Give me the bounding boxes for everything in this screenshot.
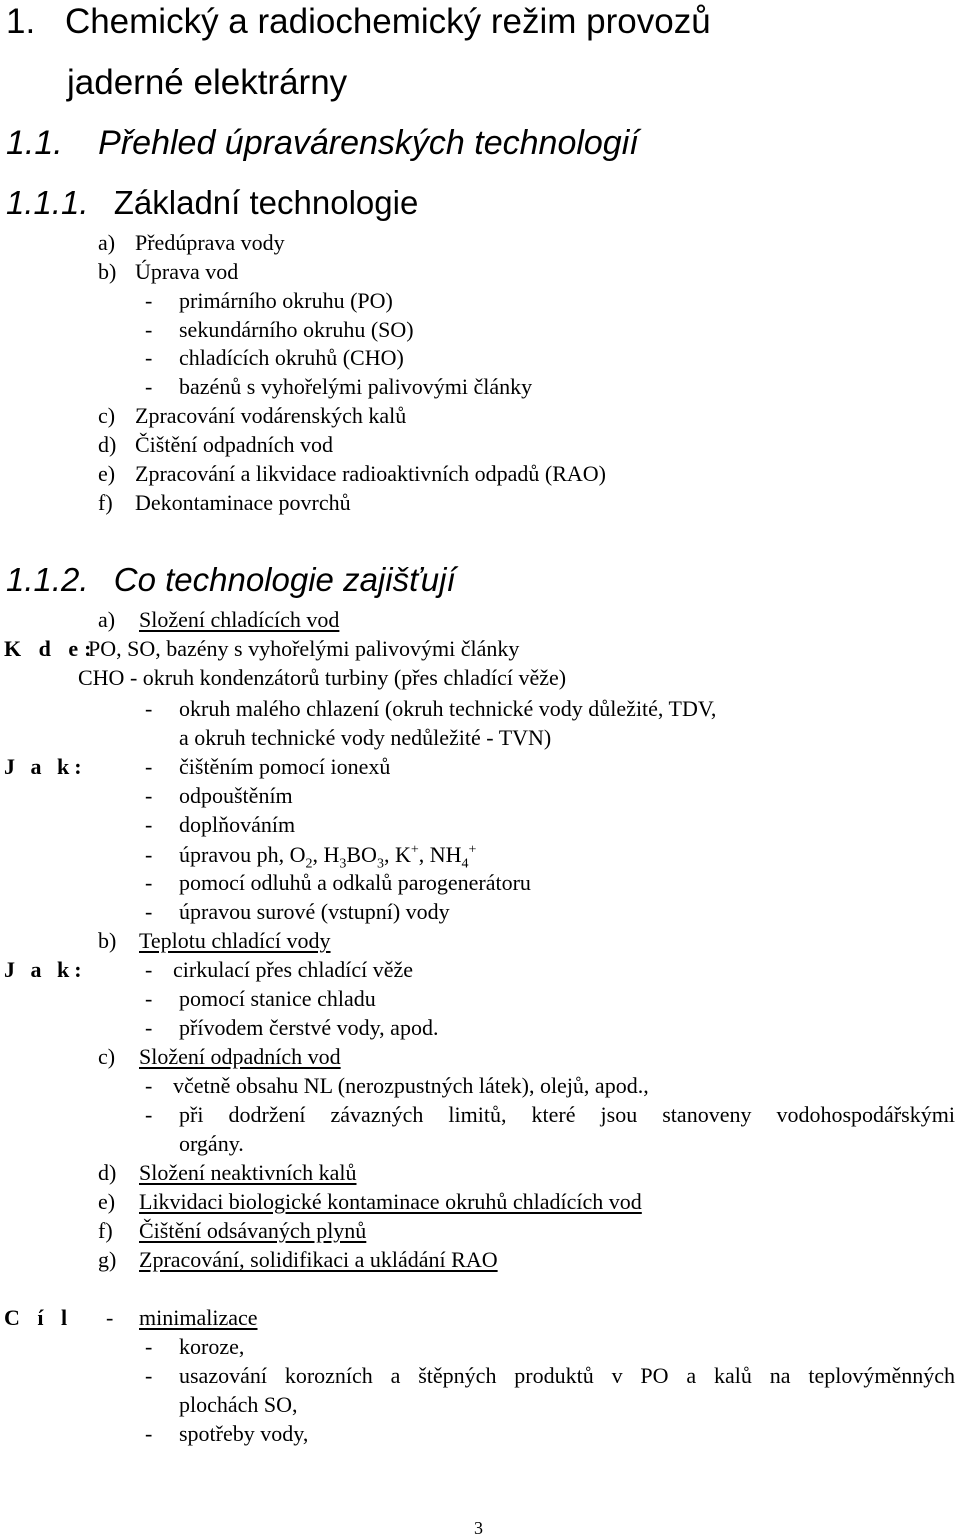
subsection-d: d) Složení neaktivních kalů — [98, 1160, 357, 1185]
page-number: 3 — [474, 1518, 483, 1538]
subsection-c-title: Složení odpadních vod — [139, 1044, 341, 1069]
subsection-f: f) Čištění odsávaných plynů — [98, 1218, 367, 1243]
list-item: - doplňováním — [145, 812, 296, 837]
heading-1-line-1 — [6, 4, 711, 39]
list-item: e) Zpracování a likvidace radioaktivních odpadů (RAO) — [98, 461, 607, 486]
heading-2 — [6, 126, 639, 160]
list-item: a) Předúprava vody — [98, 230, 285, 255]
subsection-e: e) Likvidaci biologické kontaminace okruhů chladících vod — [98, 1189, 642, 1214]
kde-line-2: CHO - okruh kondenzátorů turbiny (přes chladící věže) — [78, 665, 567, 690]
kde-line-4: a okruh technické vody nedůležité - TVN) — [179, 725, 552, 750]
heading-1-number: 1. — [6, 2, 36, 41]
heading-2-title: Přehled úpravárenských technologií — [98, 124, 639, 162]
list-item: d) Čištění odpadních vod — [98, 432, 333, 457]
heading-1-title: Chemický a radiochemický režim provozů — [64, 2, 711, 41]
subsection-f-title: Čištění odsávaných plynů — [139, 1218, 367, 1243]
heading-2-number: 1.1. — [6, 124, 63, 162]
justified-line: usazování korozních a štěpných produktů v PO a kalů na teplovýměnných — [179, 1363, 955, 1388]
list-item: - úpravou surové (vstupní) vody — [145, 899, 450, 924]
cil-main: - minimalizace — [106, 1305, 258, 1330]
list-item: - koroze, — [145, 1334, 245, 1359]
list-item: - cirkulací přes chladící věže — [145, 957, 414, 982]
list-item: - — [145, 1363, 153, 1388]
heading-1-line-2: jaderné elektrárny — [67, 63, 348, 102]
list-item: - odpouštěním — [145, 783, 293, 808]
list-item: - přívodem čerstvé vody, apod. — [145, 1015, 439, 1040]
list-item: - pomocí stanice chladu — [145, 986, 376, 1011]
jak-label: J a k: — [4, 957, 87, 982]
list-item: - bazénů s vyhořelými palivovými články — [145, 374, 533, 399]
list-item: - chladících okruhů (CHO) — [145, 345, 404, 370]
kde-label: K d e: — [4, 636, 98, 661]
justified-line: při dodržení závazných limitů, které jsou stanoveny vodohospodářskými — [179, 1102, 955, 1127]
subsection-c: c) Složení odpadních vod — [98, 1044, 341, 1069]
list-item: b) Úprava vod — [98, 259, 239, 284]
section-number: 1.1.2. — [6, 561, 89, 598]
section-heading-1-1-2 — [6, 563, 456, 596]
subsection-b: b) Teplotu chladící vody — [98, 928, 331, 953]
section-number: 1.1.1. — [6, 184, 89, 221]
kde-line-1: PO, SO, bazény s vyhořelými palivovými články — [88, 636, 520, 661]
section-heading-1-1-1 — [6, 186, 418, 219]
list-item: f) Dekontaminace povrchů — [98, 490, 351, 515]
list-item: - včetně obsahu NL (nerozpustných látek), olejů, apod., — [145, 1073, 649, 1098]
kde-line-3: - okruh malého chlazení (okruh technické vody důležité, TDV, — [145, 696, 717, 721]
list-item: - — [145, 1102, 153, 1127]
list-item: - primárního okruhu (PO) — [145, 288, 393, 313]
cil-label: C í l — [4, 1305, 74, 1330]
chem-treatment-item: - úpravou ph, $O_2$, $H_3BO_3$, K+, $NH_4^+$ — [145, 842, 477, 872]
list-item-continuation: orgány. — [179, 1131, 244, 1156]
list-item: - pomocí odluhů a odkalů parogenerátoru — [145, 870, 531, 895]
subsection-a-title: Složení chladících vod — [139, 607, 340, 632]
list-item: - čištěním pomocí ionexů — [145, 754, 391, 779]
jak-label: J a k: — [4, 754, 87, 779]
section-title: Co technologie zajišťují — [113, 561, 456, 598]
subsection-a: a) Složení chladících vod — [98, 607, 340, 632]
list-item: c) Zpracování vodárenských kalů — [98, 403, 407, 428]
subsection-g: g) Zpracování, solidifikaci a ukládání RAO — [98, 1247, 498, 1272]
subsection-g-title: Zpracování, solidifikaci a ukládání RAO — [139, 1247, 498, 1272]
subsection-d-title: Složení neaktivních kalů — [139, 1160, 357, 1185]
list-item: - sekundárního okruhu (SO) — [145, 317, 414, 342]
subsection-b-title: Teplotu chladící vody — [139, 928, 331, 953]
list-item-continuation: plochách SO, — [179, 1392, 298, 1417]
list-item: - spotřeby vody, — [145, 1421, 309, 1446]
subsection-e-title: Likvidaci biologické kontaminace okruhů chladících vod — [139, 1189, 642, 1214]
section-title: Základní technologie — [113, 184, 419, 221]
